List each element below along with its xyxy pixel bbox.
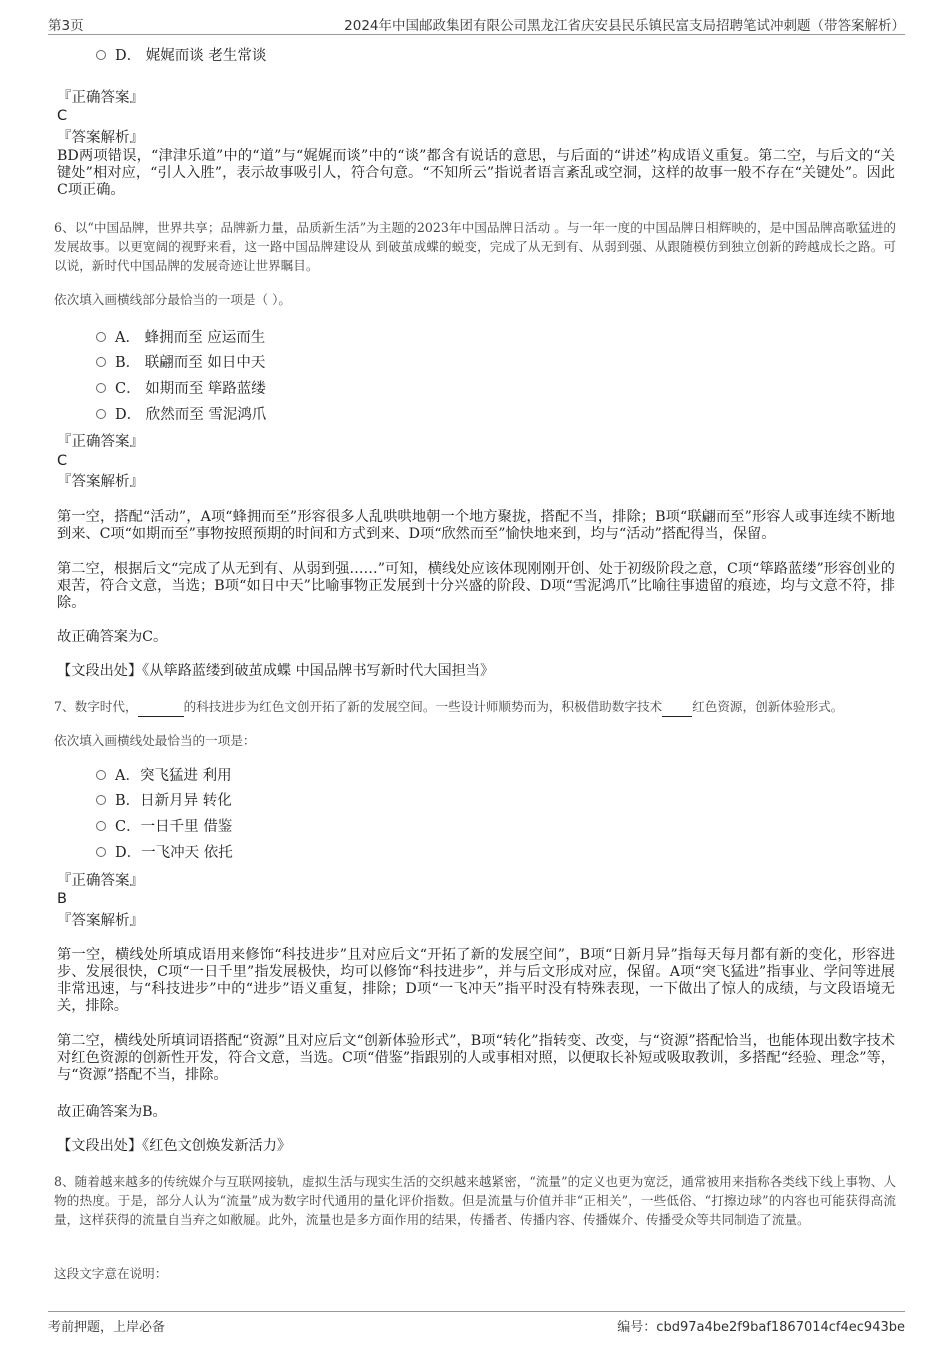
- q6-conclusion: 故正确答案为C。: [57, 629, 168, 645]
- q5-explanation: BD两项错误，“津津乐道”中的“道”与“娓娓而谈”中的“谈”都含有说话的意思，与后面的“讲述”构成语义重复。第二空，与后文的“关键处”相对应，“引人入胜”，表示故事吸引人，符合句意。“不知所云”指说者语言紊乱或空洞，这样的故事一般不存在“关键处”。因此C项正确。: [57, 148, 895, 198]
- q5-option-d[interactable]: [96, 45, 266, 67]
- q6-option-c[interactable]: [96, 378, 266, 400]
- radio-icon[interactable]: [96, 795, 106, 805]
- q7-conclusion: 故正确答案为B。: [57, 1104, 167, 1120]
- q7-stem: [54, 697, 896, 717]
- q7-blank-2: [662, 697, 692, 717]
- page-footer: [48, 1311, 905, 1335]
- footer-serial: 编号：cbd97a4be2f9baf1867014cf4ec943be: [617, 1320, 905, 1335]
- q7-explanation-1: 第一空，横线处所填成语用来修饰“科技进步”且对应后文“开拓了新的发展空间”，B项“日新月异”指每天每月都有新的变化，形容进步、发展很快，C项“一日千里”指发展极快，均可以修饰“科技进步”，并与后文形成对应，保留。A项“突飞猛进”指事业、学问等进展非常迅速，与“科技进步”中的“进步”语义重复，排除；D项“一飞冲天”指平时没有特殊表现，一下做出了惊人的成绩，与文段语境无关，排除。: [57, 947, 895, 1014]
- q7-explanation-2: 第二空，横线处所填词语搭配“资源”且对应后文“创新体验形式”，B项“转化”指转变、改变，与“资源”搭配恰当，也能体现出数字技术对红色资源的创新性开发，符合文意，当选。C项“借鉴”指跟别的人或事相对照，以便取长补短或吸取教训，多搭配“经验、理念”等，与“资源”搭配不当，排除。: [57, 1033, 895, 1083]
- q7-correct-answer-label: 『正确答案』: [57, 873, 144, 889]
- q7-stem-part-3: 红色资源，创新体验形式。: [692, 699, 844, 714]
- q7-option-d[interactable]: [96, 842, 233, 864]
- option-label: D．一飞冲天 依托: [115, 845, 233, 861]
- page-header: [48, 12, 905, 35]
- q7-option-b[interactable]: [96, 790, 232, 812]
- q6-stem: 6、以“中国品牌，世界共享；品牌新力量，品质新生活”为主题的2023年中国品牌日活动 。与一年一度的中国品牌日相辉映的，是中国品牌高歌猛进的发展故事。以更宽阔的视野来看，这一路中国品牌建设从 到破茧成蝶的蜕变，完成了从无到有、从弱到强、从跟随模仿到独立创新的跨越成长之路。可以说，新时代中国品牌的发展奇迹让世界瞩目。: [54, 220, 896, 273]
- q7-answer: B: [57, 891, 67, 907]
- q6-prompt: 依次填入画横线部分最恰当的一项是（ ）。: [54, 292, 291, 307]
- q7-prompt: 依次填入画横线处最恰当的一项是：: [54, 733, 256, 748]
- q8-prompt: 这段文字意在说明：: [54, 1266, 168, 1281]
- q6-explanation-label: 『答案解析』: [57, 474, 144, 490]
- q6-source: 【文段出处】《从筚路蓝缕到破茧成蝶 中国品牌书写新时代大国担当》: [57, 663, 495, 679]
- page-number: 第3页: [48, 18, 84, 34]
- option-label: B． 联翩而至 如日中天: [115, 355, 266, 371]
- q7-option-a[interactable]: [96, 765, 232, 787]
- footer-slogan: 考前押题，上岸必备: [48, 1320, 166, 1335]
- q6-option-b[interactable]: [96, 352, 265, 374]
- radio-icon[interactable]: [96, 357, 106, 367]
- q6-option-d[interactable]: [96, 404, 266, 426]
- q5-answer: C: [57, 108, 68, 124]
- option-label: C． 如期而至 筚路蓝缕: [115, 381, 266, 397]
- document-title: 2024年中国邮政集团有限公司黑龙江省庆安县民乐镇民富支局招聘笔试冲刺题（带答案解析）: [344, 18, 905, 34]
- q6-explanation-2: 第二空，根据后文“完成了从无到有、从弱到强……”可知，横线处应该体现刚刚开创、处于初级阶段之意，C项“筚路蓝缕”形容创业的艰苦，符合文意，当选；B项“如日中天”比喻事物正发展到十分兴盛的阶段、D项“雪泥鸿爪”比喻往事遗留的痕迹，均与文意不符，排除。: [57, 561, 895, 611]
- q7-source: 【文段出处】《红色文创焕发新活力》: [57, 1138, 292, 1154]
- radio-icon[interactable]: [96, 409, 106, 419]
- q7-blank-1: [138, 697, 184, 717]
- q7-explanation-label: 『答案解析』: [57, 913, 144, 929]
- q7-stem-part-2: 的科技进步为红色文创开拓了新的发展空间。一些设计师顺势而为，积极借助数字技术: [183, 699, 663, 714]
- q6-correct-answer-label: 『正确答案』: [57, 434, 144, 450]
- radio-icon[interactable]: [96, 332, 106, 342]
- radio-icon[interactable]: [96, 50, 106, 60]
- q7-stem-part-1: 7、数字时代，: [54, 699, 138, 714]
- q7-option-c[interactable]: [96, 816, 232, 838]
- radio-icon[interactable]: [96, 847, 106, 857]
- q8-stem: 8、随着越来越多的传统媒介与互联网接轨，虚拟生活与现实生活的交织越来越紧密，“流量”的定义也更为宽泛，通常被用来指称各类线下线上事物、人物的热度。于是，部分人认为“流量”成为数字时代通用的量化评价指数。但是流量与价值并非“正相关”，一些低俗、“打擦边球”的内容也可能获得高流量，这样获得的流量自当弃之如敝屣。此外，流量也是多方面作用的结果，传播者、传播内容、传播媒介、传播受众等共同制造了流量。: [54, 1174, 896, 1227]
- option-label: D． 娓娓而谈 老生常谈: [115, 48, 267, 64]
- q6-option-a[interactable]: [96, 327, 265, 349]
- q5-correct-answer-label: 『正确答案』: [57, 90, 144, 106]
- q6-answer: C: [57, 453, 68, 469]
- radio-icon[interactable]: [96, 821, 106, 831]
- q5-explanation-label: 『答案解析』: [57, 130, 144, 146]
- option-label: D． 欣然而至 雪泥鸿爪: [115, 407, 267, 423]
- option-label: A．突飞猛进 利用: [115, 768, 232, 784]
- radio-icon[interactable]: [96, 383, 106, 393]
- option-label: B．日新月异 转化: [115, 793, 232, 809]
- radio-icon[interactable]: [96, 770, 106, 780]
- q6-explanation-1: 第一空，搭配“活动”，A项“蜂拥而至”形容很多人乱哄哄地朝一个地方聚拢，搭配不当，排除；B项“联翩而至”形容人或事连续不断地到来、C项“如期而至”事物按照预期的时间和方式到来、D项“欣然而至”愉快地来到，均与“活动”搭配得当，保留。: [57, 509, 895, 542]
- option-label: A． 蜂拥而至 应运而生: [115, 330, 266, 346]
- option-label: C．一日千里 借鉴: [115, 819, 233, 835]
